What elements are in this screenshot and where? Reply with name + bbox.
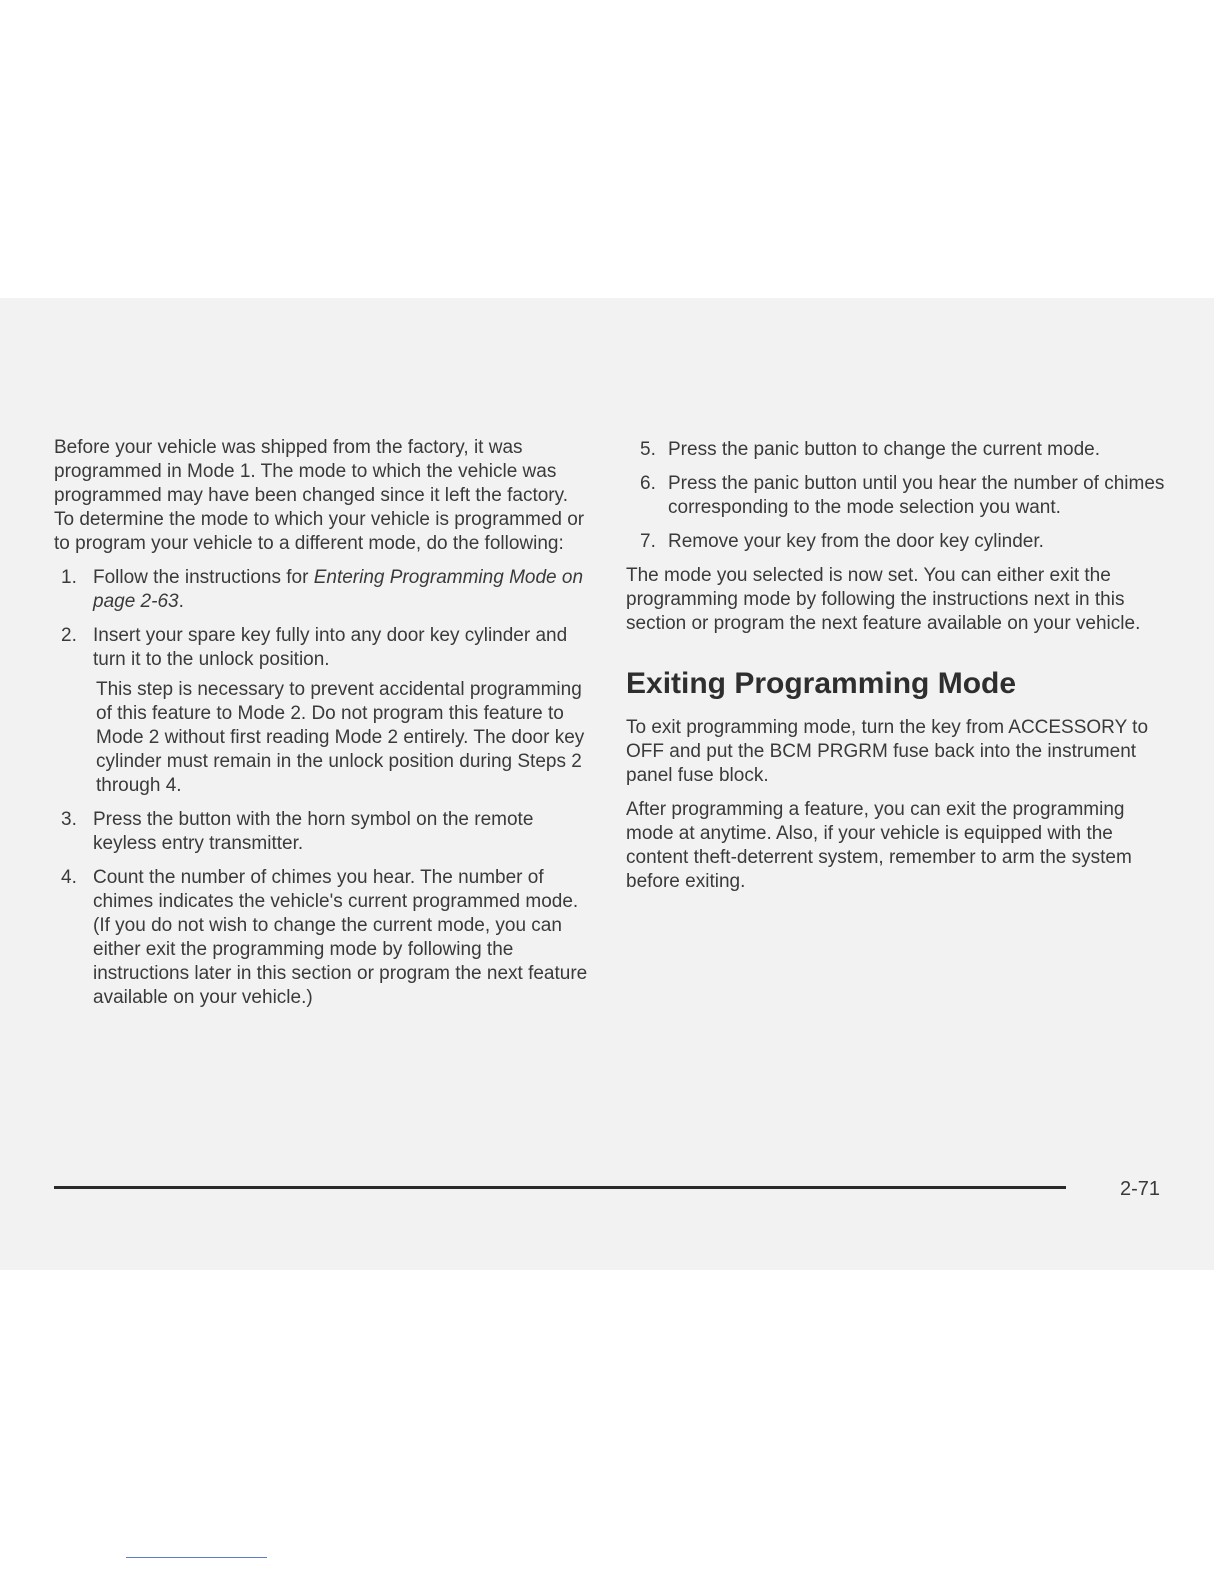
step-text: Follow the instructions for <box>93 567 314 588</box>
steps-list-right <box>626 438 1172 554</box>
step-number: 4. <box>61 867 77 888</box>
cross-reference-link[interactable]: Entering Programming Mode on page 2-63 <box>93 567 584 612</box>
step-number: 1. <box>61 567 77 588</box>
right-column <box>626 438 1172 904</box>
step-3 <box>54 808 590 856</box>
step-text-end: . <box>178 591 184 612</box>
step-text: Remove your key from the door key cylinder. <box>668 531 1044 552</box>
step-number: 6. <box>640 473 656 494</box>
step-text: Count the number of chimes you hear. The number of chimes indicates the vehicle's current programmed mode. (If you do not wish to change the current mode, you can either exit the programming mode by following the instructions later in this section or program the next feature available on your vehicle.) <box>93 867 588 1008</box>
step-number: 5. <box>640 439 656 460</box>
page-number: 2-71 <box>1120 1178 1161 1200</box>
manual-page <box>0 298 1214 1270</box>
step-note: This step is necessary to prevent accidental programming of this feature to Mode 2. Do not program this feature to Mode 2 without first reading Mode 2 entirely. The door key cylinder must remain in the unlock position during Steps 2 through 4. <box>96 679 585 796</box>
step-4 <box>54 866 590 1010</box>
step-number: 7. <box>640 531 656 552</box>
exit-paragraph: To exit programming mode, turn the key from ACCESSORY to OFF and put the BCM PRGRM fuse back into the instrument panel fuse block. <box>626 717 1149 786</box>
step-text: Press the button with the horn symbol on the remote keyless entry transmitter. <box>93 809 534 854</box>
intro-paragraph: Before your vehicle was shipped from the factory, it was programmed in Mode 1. The mode to which the vehicle was programmed may have been changed since it left the factory. To determine the mode to which your vehicle is programmed or to program your vehicle to a different mode, do the following: <box>54 437 585 554</box>
step-5 <box>626 438 1172 462</box>
step-number: 2. <box>61 625 77 646</box>
left-column <box>54 436 590 1020</box>
step-text: Press the panic button to change the current mode. <box>668 439 1100 460</box>
steps-list-left <box>54 566 590 1010</box>
step-7 <box>626 530 1172 554</box>
step-number: 3. <box>61 809 77 830</box>
section-heading: Exiting Programming Mode <box>626 667 1017 700</box>
step-1 <box>54 566 590 614</box>
footer-rule <box>54 1186 1066 1189</box>
step-text: Press the panic button until you hear the number of chimes corresponding to the mode selection you want. <box>668 473 1165 518</box>
bottom-divider <box>126 1557 267 1558</box>
after-programming-paragraph: After programming a feature, you can exit the programming mode at anytime. Also, if your vehicle is equipped with the content theft-deterrent system, remember to arm the system before exiting. <box>626 799 1132 892</box>
mode-set-paragraph: The mode you selected is now set. You can either exit the programming mode by following the instructions next in this section or program the next feature available on your vehicle. <box>626 565 1141 634</box>
step-2 <box>54 624 590 798</box>
step-6 <box>626 472 1172 520</box>
step-text: Insert your spare key fully into any door key cylinder and turn it to the unlock position. <box>93 625 568 670</box>
